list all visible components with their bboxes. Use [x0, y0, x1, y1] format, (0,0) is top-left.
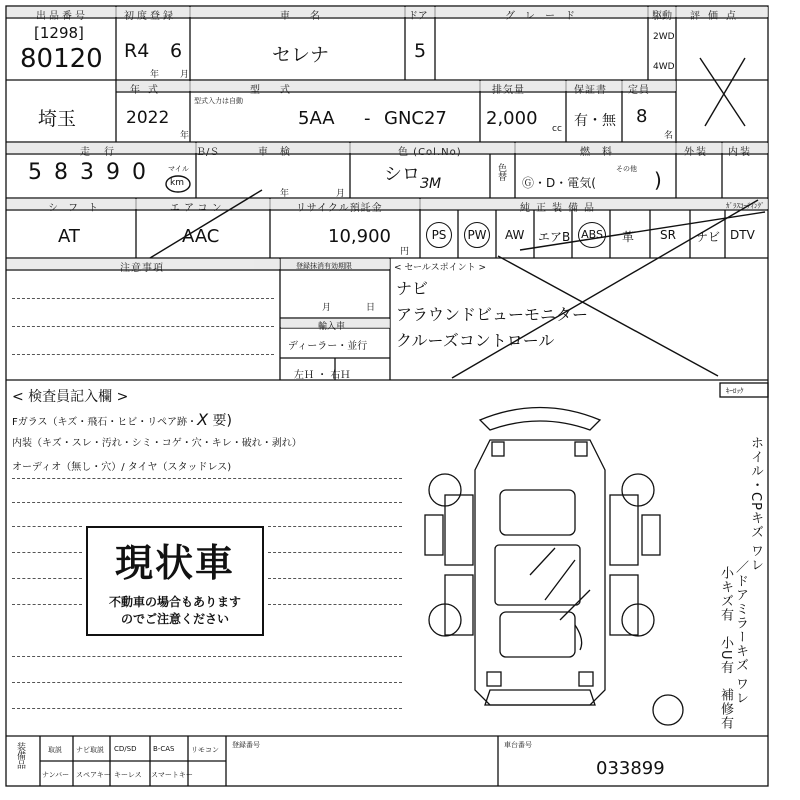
- mileage-digit: 9: [106, 160, 120, 185]
- type-header: 型式: [250, 85, 310, 96]
- inspector-line-audio: オーディオ（無し・穴）/ タイヤ（スタッドレス): [12, 462, 232, 473]
- displacement: 2,000: [486, 108, 538, 129]
- caution-header: 注意事項: [120, 263, 164, 274]
- fuel-header: 燃料: [580, 147, 624, 158]
- vertical-note: ホイル・CPキズ ワレ: [748, 436, 763, 573]
- inspector-line-glass: [12, 410, 232, 430]
- stamp-line: のでご注意ください: [120, 612, 229, 626]
- model-year-unit: 年: [180, 131, 190, 141]
- vertical-note: ／ドアミラーキズ ワレ: [733, 560, 748, 706]
- recycle-header: リサイクル預託金: [296, 203, 383, 214]
- footer-item: リモコン: [191, 746, 219, 754]
- inspector-line: [12, 552, 82, 553]
- footer-item: 取説: [48, 746, 62, 754]
- mileage-km-unit: km: [170, 178, 184, 188]
- inspector-line: [12, 682, 402, 683]
- fuel-close: ): [654, 168, 662, 192]
- inspector-line: [12, 478, 402, 479]
- stamp-line: 不動車の場合もあります: [108, 595, 241, 609]
- equipment-sr: SR: [660, 228, 676, 242]
- reg-era: R4: [124, 40, 150, 62]
- drive-4wd: 4WD: [653, 62, 675, 72]
- mileage-digit: 5: [28, 160, 42, 185]
- inspector-line-interior: 内装（キズ・スレ・汚れ・シミ・コゲ・穴・キレ・破れ・剥れ）: [12, 438, 302, 449]
- equipment-ps: PS: [426, 222, 452, 248]
- footer-item: ナンバー: [42, 771, 70, 779]
- footer-item: スペアキー: [76, 771, 111, 779]
- cc-unit: cc: [552, 124, 562, 134]
- region: 埼玉: [38, 108, 77, 130]
- shift-header: シフト: [48, 203, 108, 214]
- footer-item: スマートキー: [151, 771, 193, 779]
- inspector-line: [12, 656, 402, 657]
- capacity: 8: [636, 106, 648, 127]
- equipment-abs: ABS: [578, 222, 606, 248]
- door-header: ドア: [408, 11, 428, 22]
- glass-text: Fガラス（キズ・飛石・ヒビ・リペア跡・: [12, 417, 198, 428]
- fuel-options: Ⓖ・D・電気(: [522, 176, 596, 190]
- footer-item: CD/SD: [114, 745, 137, 753]
- mileage-digit: 0: [132, 160, 146, 185]
- mileage-digits: [28, 160, 158, 185]
- name-header: 車名: [280, 11, 340, 22]
- cc-header: 排気量: [492, 85, 525, 96]
- type-separator: -: [364, 108, 371, 129]
- lot-number: 80120: [20, 44, 103, 74]
- vertical-note: 小キズ有 小U有: [718, 566, 733, 675]
- equipment-airbag: エアB: [538, 230, 571, 244]
- import-header: 輸入車: [318, 322, 346, 332]
- status-stamp: [86, 526, 264, 636]
- warranty-value: 有・無: [574, 113, 616, 129]
- steering-value: 左Ｈ ・ 右Ｈ: [294, 370, 351, 381]
- capacity-header: 定員: [628, 85, 650, 96]
- color-value: シロ: [384, 164, 420, 185]
- warranty-header: 保証書: [574, 85, 607, 96]
- inspector-line: [268, 578, 402, 579]
- reg-deadline-month: 月: [322, 303, 332, 313]
- reg-month: 6: [170, 40, 183, 62]
- chassis-header: 車台番号: [504, 741, 532, 749]
- drive-header: 駆動: [652, 11, 672, 22]
- reg-number-header: 登録番号: [232, 741, 260, 749]
- year-unit: 年: [150, 70, 160, 80]
- type-prefix: 5AA: [298, 108, 335, 129]
- color-header: 色 (Col.No): [398, 147, 462, 158]
- caution-line: [12, 298, 274, 299]
- fuel-other: その他: [616, 165, 637, 173]
- inspection-header: 車検: [258, 147, 302, 158]
- caution-line: [12, 354, 274, 355]
- lot-sub-number: [1298]: [34, 24, 84, 42]
- inspector-line: [12, 502, 402, 503]
- inspector-line: [268, 604, 402, 605]
- model-year: 2022: [126, 108, 170, 128]
- reg-header: 初度登録: [124, 11, 176, 22]
- mileage-digit: 3: [80, 160, 94, 185]
- door-count: 5: [414, 40, 427, 62]
- inspector-line: [12, 604, 82, 605]
- color-change-label: 色替: [496, 163, 506, 181]
- sales-point: クルーズコントロール: [396, 331, 555, 350]
- vertical-note: 補修有: [718, 688, 733, 730]
- stamp-title: 現状車: [114, 541, 235, 585]
- chassis-number: 033899: [596, 758, 665, 779]
- capacity-unit: 名: [664, 131, 674, 141]
- mileage-digit: 8: [54, 160, 68, 185]
- recycle-value: 10,900: [328, 226, 391, 247]
- car-name: セレナ: [272, 44, 330, 66]
- equipment-aw: AW: [505, 228, 525, 242]
- import-value: ディーラー・並行: [288, 341, 368, 352]
- reg-deadline-day: 日: [366, 303, 376, 313]
- grade-header: グレード: [505, 11, 585, 22]
- inspector-line: [268, 526, 402, 527]
- ab-header: Ｂ/Ｓ: [196, 147, 220, 158]
- items-header: 装備品: [15, 742, 25, 769]
- mileage-mile-unit: マイル: [168, 165, 189, 173]
- exterior-header: 外装: [684, 147, 708, 158]
- lot-header: 出品番号: [36, 11, 88, 22]
- equipment-dtv: DTV: [730, 228, 755, 242]
- type-note: 型式入力は自動: [194, 97, 243, 105]
- sales-point: ナビ: [396, 279, 429, 298]
- mileage-header: 走行: [80, 147, 128, 158]
- equipment-extra: ｶﾞﾗｽｺｰﾃｨﾝｸﾞ: [726, 202, 765, 210]
- ac-header: エアコン: [170, 203, 226, 214]
- model-year-header: 年式: [130, 85, 166, 96]
- caution-line: [12, 326, 274, 327]
- glass-mark: X: [197, 410, 209, 429]
- equipment-navi: ナビ: [696, 230, 721, 244]
- shift-value: AT: [58, 226, 80, 247]
- equipment-leather: 革: [622, 230, 635, 244]
- recycle-unit: 円: [400, 247, 410, 257]
- color-code: ЗМ: [420, 176, 442, 192]
- interior-header: 内装: [728, 147, 752, 158]
- inspection-year-unit: 年: [280, 189, 290, 199]
- reg-deadline-header: 登録抹消有効期限: [296, 262, 352, 270]
- inspector-line: [12, 526, 82, 527]
- sales-header: < セールスポイント >: [394, 263, 486, 273]
- inspection-month-unit: 月: [336, 189, 346, 199]
- ac-value: AAC: [182, 226, 220, 247]
- inspector-header: < 検査員記入欄 >: [12, 389, 129, 405]
- footer-item: ナビ取説: [76, 746, 104, 754]
- inspector-line: [12, 578, 82, 579]
- month-unit: 月: [180, 70, 190, 80]
- keylock-header: ｷｰﾛｯｸ: [726, 387, 744, 395]
- glass-end: 要): [208, 413, 232, 429]
- sales-point: アラウンドビューモニター: [396, 305, 589, 324]
- equipment-pw: PW: [464, 222, 490, 248]
- inspector-line: [12, 708, 402, 709]
- equipment-header: 純正装備品: [520, 203, 600, 214]
- drive-2wd: 2WD: [653, 32, 675, 42]
- type-code: GNC27: [384, 108, 447, 129]
- footer-item: キーレス: [114, 771, 142, 779]
- footer-item: B-CAS: [153, 745, 175, 753]
- inspector-line: [268, 552, 402, 553]
- score-header: 評価点: [690, 11, 744, 22]
